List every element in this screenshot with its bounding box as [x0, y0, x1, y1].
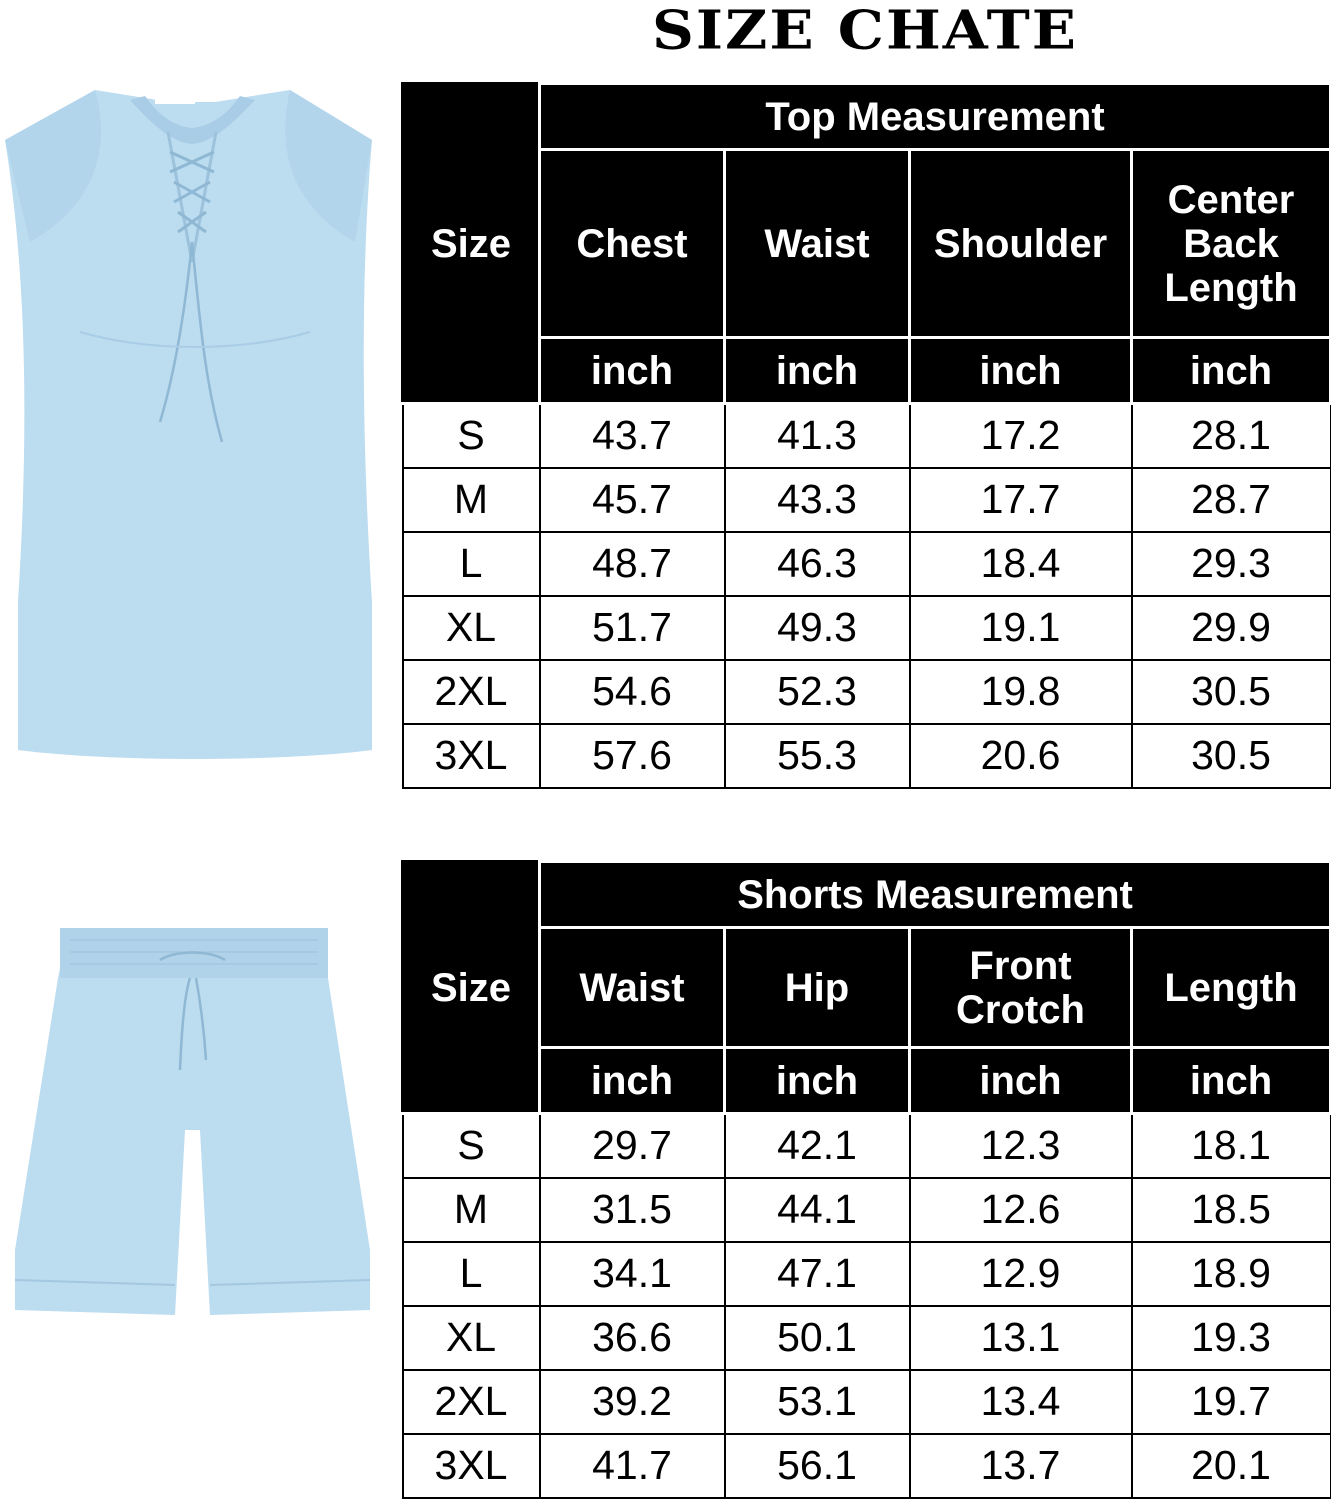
value-cell: 39.2 — [540, 1370, 725, 1434]
size-cell: 2XL — [403, 660, 540, 724]
value-cell: 48.7 — [540, 532, 725, 596]
value-cell: 36.6 — [540, 1306, 725, 1370]
table-row — [403, 1178, 1331, 1242]
column-header: Chest — [540, 150, 725, 338]
value-cell: 13.4 — [910, 1370, 1132, 1434]
value-cell: 12.9 — [910, 1242, 1132, 1306]
value-cell: 28.7 — [1132, 468, 1331, 532]
top-measurement-table — [401, 82, 1331, 789]
value-cell: 31.5 — [540, 1178, 725, 1242]
value-cell: 43.7 — [540, 404, 725, 468]
value-cell: 47.1 — [725, 1242, 910, 1306]
value-cell: 19.7 — [1132, 1370, 1331, 1434]
column-header: Hip — [725, 928, 910, 1048]
shorts-measurement-table — [401, 860, 1331, 1499]
value-cell: 43.3 — [725, 468, 910, 532]
value-cell: 18.4 — [910, 532, 1132, 596]
table-row — [403, 1434, 1331, 1498]
unit-label: inch — [725, 1048, 910, 1114]
column-header: Front Crotch — [910, 928, 1132, 1048]
value-cell: 18.9 — [1132, 1242, 1331, 1306]
value-cell: 12.3 — [910, 1114, 1132, 1178]
value-cell: 41.7 — [540, 1434, 725, 1498]
table-row — [403, 532, 1331, 596]
column-header: Waist — [725, 150, 910, 338]
unit-label: inch — [725, 338, 910, 404]
size-cell: 3XL — [403, 1434, 540, 1498]
unit-label: inch — [1132, 1048, 1331, 1114]
size-cell: L — [403, 1242, 540, 1306]
table-row — [403, 1242, 1331, 1306]
value-cell: 17.2 — [910, 404, 1132, 468]
value-cell: 12.6 — [910, 1178, 1132, 1242]
value-cell: 18.1 — [1132, 1114, 1331, 1178]
value-cell: 19.1 — [910, 596, 1132, 660]
value-cell: 13.7 — [910, 1434, 1132, 1498]
size-cell: S — [403, 404, 540, 468]
unit-label: inch — [910, 338, 1132, 404]
value-cell: 53.1 — [725, 1370, 910, 1434]
size-header: Size — [403, 862, 540, 1114]
table-row — [403, 1370, 1331, 1434]
table-row — [403, 724, 1331, 788]
size-cell: M — [403, 1178, 540, 1242]
value-cell: 46.3 — [725, 532, 910, 596]
value-cell: 13.1 — [910, 1306, 1132, 1370]
size-cell: XL — [403, 1306, 540, 1370]
page-title: SIZE CHATE — [652, 0, 1078, 62]
value-cell: 17.7 — [910, 468, 1132, 532]
table-caption: Top Measurement — [540, 84, 1331, 150]
column-header: Waist — [540, 928, 725, 1048]
table-row — [403, 596, 1331, 660]
value-cell: 44.1 — [725, 1178, 910, 1242]
unit-label: inch — [910, 1048, 1132, 1114]
value-cell: 52.3 — [725, 660, 910, 724]
value-cell: 42.1 — [725, 1114, 910, 1178]
table-row — [403, 660, 1331, 724]
value-cell: 49.3 — [725, 596, 910, 660]
table-caption: Shorts Measurement — [540, 862, 1331, 928]
value-cell: 19.3 — [1132, 1306, 1331, 1370]
table-row — [403, 404, 1331, 468]
value-cell: 30.5 — [1132, 724, 1331, 788]
size-cell: XL — [403, 596, 540, 660]
size-header: Size — [403, 84, 540, 404]
shorts-image — [10, 920, 380, 1330]
value-cell: 45.7 — [540, 468, 725, 532]
value-cell: 56.1 — [725, 1434, 910, 1498]
value-cell: 29.7 — [540, 1114, 725, 1178]
value-cell: 41.3 — [725, 404, 910, 468]
unit-label: inch — [540, 338, 725, 404]
value-cell: 29.3 — [1132, 532, 1331, 596]
value-cell: 20.6 — [910, 724, 1132, 788]
size-cell: S — [403, 1114, 540, 1178]
size-cell: L — [403, 532, 540, 596]
column-header: Shoulder — [910, 150, 1132, 338]
tank-top-image — [0, 82, 390, 782]
value-cell: 18.5 — [1132, 1178, 1331, 1242]
column-header: Center Back Length — [1132, 150, 1331, 338]
value-cell: 28.1 — [1132, 404, 1331, 468]
column-header: Length — [1132, 928, 1331, 1048]
size-cell: 2XL — [403, 1370, 540, 1434]
unit-label: inch — [540, 1048, 725, 1114]
value-cell: 54.6 — [540, 660, 725, 724]
table-row — [403, 1306, 1331, 1370]
value-cell: 55.3 — [725, 724, 910, 788]
value-cell: 57.6 — [540, 724, 725, 788]
size-cell: 3XL — [403, 724, 540, 788]
value-cell: 20.1 — [1132, 1434, 1331, 1498]
value-cell: 51.7 — [540, 596, 725, 660]
value-cell: 34.1 — [540, 1242, 725, 1306]
value-cell: 29.9 — [1132, 596, 1331, 660]
unit-label: inch — [1132, 338, 1331, 404]
value-cell: 50.1 — [725, 1306, 910, 1370]
size-cell: M — [403, 468, 540, 532]
value-cell: 30.5 — [1132, 660, 1331, 724]
value-cell: 19.8 — [910, 660, 1132, 724]
table-row — [403, 468, 1331, 532]
table-row — [403, 1114, 1331, 1178]
